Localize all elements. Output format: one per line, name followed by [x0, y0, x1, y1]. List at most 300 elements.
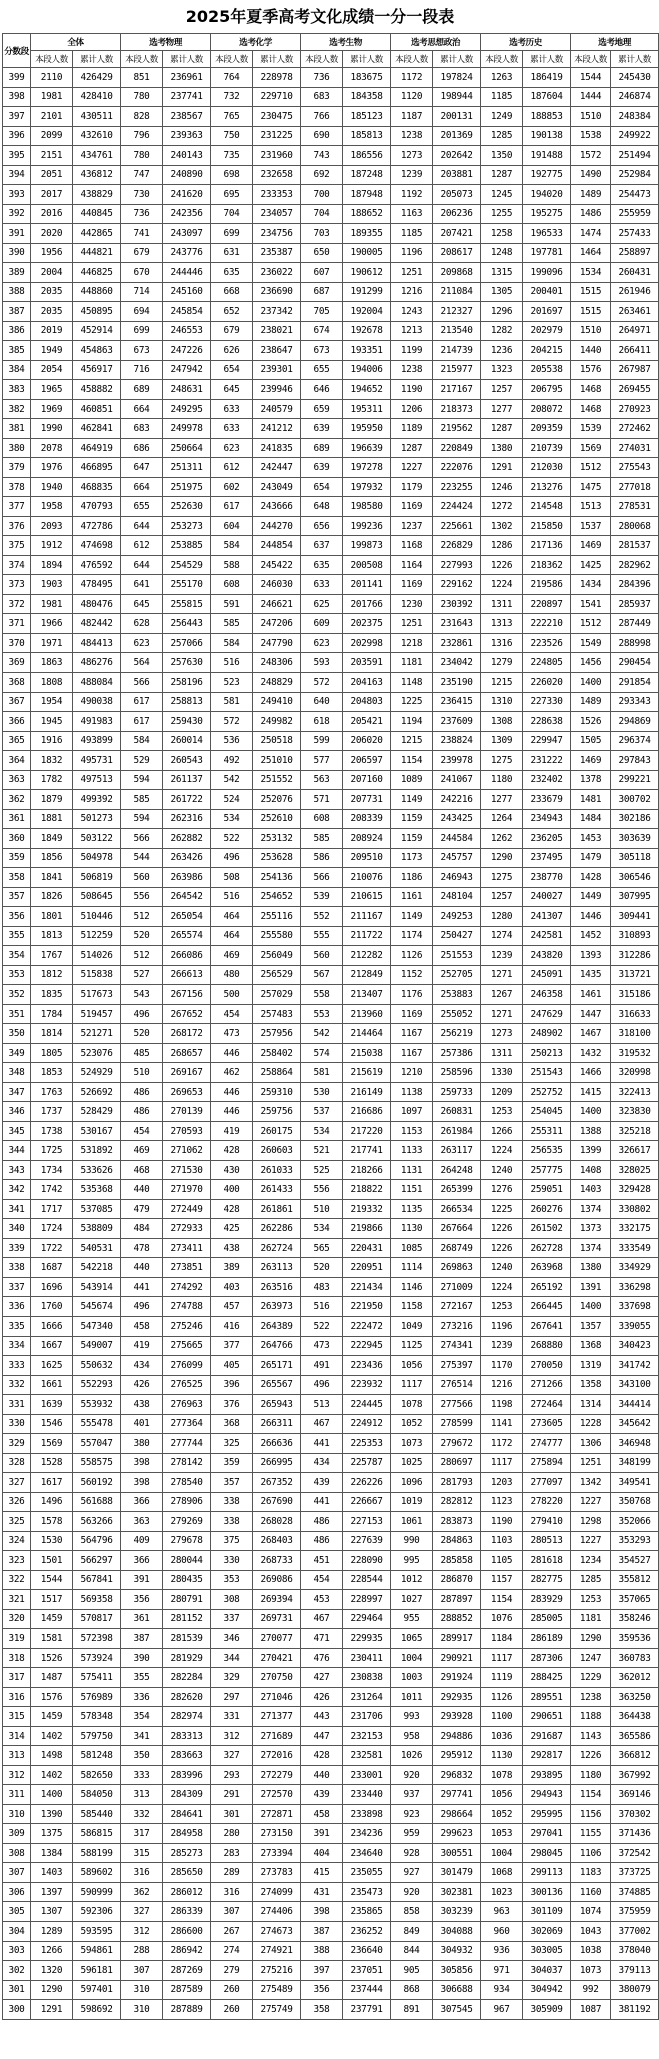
segment-count-cell: 520: [301, 1258, 343, 1278]
cumulative-count-cell: 306546: [611, 868, 659, 888]
score-cell: 387: [3, 302, 31, 322]
segment-count-cell: 584: [121, 731, 163, 751]
segment-count-cell: 438: [211, 1238, 253, 1258]
cumulative-count-cell: 263968: [523, 1258, 571, 1278]
segment-count-cell: 469: [121, 1141, 163, 1161]
segment-count-cell: 1253: [481, 1102, 523, 1122]
cumulative-count-cell: 519457: [73, 1004, 121, 1024]
cumulative-count-cell: 281618: [523, 1551, 571, 1571]
segment-count-cell: 492: [211, 751, 253, 771]
segment-count-cell: 689: [301, 438, 343, 458]
cumulative-count-cell: 243049: [253, 477, 301, 497]
cumulative-count-cell: 285937: [611, 594, 659, 614]
segment-count-cell: 750: [211, 126, 253, 146]
segment-count-cell: 1475: [571, 477, 611, 497]
cumulative-count-cell: 227639: [343, 1531, 391, 1551]
cumulative-count-cell: 273150: [253, 1824, 301, 1844]
cumulative-count-cell: 210076: [343, 868, 391, 888]
segment-count-cell: 1274: [481, 926, 523, 946]
cumulative-count-cell: 466895: [73, 458, 121, 478]
cumulative-count-cell: 474698: [73, 536, 121, 556]
cumulative-count-cell: 285858: [433, 1551, 481, 1571]
table-row: [3, 1453, 659, 1473]
score-cell: 376: [3, 516, 31, 536]
segment-count-cell: 1403: [571, 1180, 611, 1200]
segment-count-cell: 464: [211, 926, 253, 946]
segment-count-cell: 923: [391, 1804, 433, 1824]
cumulative-count-cell: 223436: [343, 1356, 391, 1376]
cumulative-count-cell: 531892: [73, 1141, 121, 1161]
segment-count-cell: 703: [301, 224, 343, 244]
segment-count-cell: 1805: [31, 1043, 73, 1063]
table-row: [3, 1063, 659, 1083]
cumulative-count-cell: 258402: [253, 1043, 301, 1063]
cumulative-count-cell: 280791: [163, 1590, 211, 1610]
cumulative-count-cell: 486276: [73, 653, 121, 673]
group-header: 选考历史: [481, 34, 571, 51]
segment-count-cell: 730: [121, 185, 163, 205]
cumulative-count-cell: 260431: [611, 263, 659, 283]
cumulative-count-cell: 237444: [343, 1980, 391, 2000]
cumulative-count-cell: 222076: [433, 458, 481, 478]
segment-count-cell: 520: [121, 1024, 163, 1044]
score-cell: 304: [3, 1921, 31, 1941]
segment-count-cell: 1812: [31, 965, 73, 985]
cumulative-count-cell: 258897: [611, 243, 659, 263]
segment-count-cell: 279: [211, 1961, 253, 1981]
segment-count-cell: 542: [301, 1024, 343, 1044]
cumulative-count-cell: 256535: [523, 1141, 571, 1161]
segment-count-cell: 1253: [571, 1590, 611, 1610]
cumulative-count-cell: 309441: [611, 907, 659, 927]
segment-count-cell: 1287: [481, 165, 523, 185]
cumulative-count-cell: 221434: [343, 1277, 391, 1297]
cumulative-count-cell: 340423: [611, 1336, 659, 1356]
cumulative-count-cell: 434761: [73, 146, 121, 166]
cumulative-count-cell: 242356: [163, 204, 211, 224]
group-header: 选考物理: [121, 34, 211, 51]
cumulative-count-cell: 381192: [611, 2000, 659, 2020]
segment-count-cell: 647: [121, 458, 163, 478]
score-cell: 368: [3, 672, 31, 692]
segment-count-cell: 1172: [481, 1434, 523, 1454]
segment-count-cell: 480: [211, 965, 253, 985]
segment-count-cell: 577: [301, 751, 343, 771]
cumulative-count-cell: 237495: [523, 848, 571, 868]
table-row: [3, 224, 659, 244]
segment-count-cell: 1282: [481, 321, 523, 341]
segment-count-cell: 558: [301, 985, 343, 1005]
segment-count-cell: 1276: [481, 1180, 523, 1200]
cumulative-count-cell: 263426: [163, 848, 211, 868]
segment-count-cell: 1549: [571, 633, 611, 653]
cumulative-count-cell: 197824: [433, 68, 481, 88]
cumulative-count-cell: 192678: [343, 321, 391, 341]
cumulative-count-cell: 325218: [611, 1121, 659, 1141]
cumulative-count-cell: 262882: [163, 829, 211, 849]
cumulative-count-cell: 305909: [523, 2000, 571, 2020]
score-cell: 350: [3, 1024, 31, 1044]
cumulative-count-cell: 504978: [73, 848, 121, 868]
segment-count-cell: 338: [211, 1492, 253, 1512]
cumulative-count-cell: 236205: [523, 829, 571, 849]
segment-count-cell: 1038: [571, 1941, 611, 1961]
segment-count-cell: 479: [121, 1199, 163, 1219]
segment-count-cell: 428: [301, 1746, 343, 1766]
cumulative-count-cell: 495731: [73, 751, 121, 771]
cumulative-count-cell: 276963: [163, 1395, 211, 1415]
cumulative-count-cell: 191488: [523, 146, 571, 166]
segment-count-cell: 1227: [391, 458, 433, 478]
score-cell: 373: [3, 575, 31, 595]
table-row: [3, 399, 659, 419]
score-cell: 398: [3, 87, 31, 107]
cumulative-count-cell: 269455: [611, 380, 659, 400]
segment-count-cell: 1025: [391, 1453, 433, 1473]
table-row: [3, 1824, 659, 1844]
segment-count-cell: 655: [301, 360, 343, 380]
score-cell: 307: [3, 1863, 31, 1883]
cumulative-count-cell: 235387: [253, 243, 301, 263]
cumulative-count-cell: 538809: [73, 1219, 121, 1239]
segment-count-cell: 1316: [481, 633, 523, 653]
segment-count-cell: 625: [301, 594, 343, 614]
cumulative-count-cell: 235190: [433, 672, 481, 692]
cumulative-count-cell: 378040: [611, 1941, 659, 1961]
cumulative-count-cell: 380079: [611, 1980, 659, 2000]
segment-count-header: 本段人数: [391, 51, 433, 68]
cumulative-count-cell: 344414: [611, 1395, 659, 1415]
segment-count-cell: 1085: [391, 1238, 433, 1258]
segment-count-cell: 1444: [571, 87, 611, 107]
cumulative-count-cell: 207421: [433, 224, 481, 244]
segment-count-cell: 478: [121, 1238, 163, 1258]
segment-count-cell: 1965: [31, 380, 73, 400]
segment-count-cell: 357: [211, 1473, 253, 1493]
cumulative-count-cell: 253883: [433, 985, 481, 1005]
segment-count-cell: 368: [211, 1414, 253, 1434]
segment-count-cell: 1380: [481, 438, 523, 458]
score-cell: 324: [3, 1531, 31, 1551]
cumulative-count-cell: 281793: [433, 1473, 481, 1493]
cumulative-count-cell: 201141: [343, 575, 391, 595]
cumulative-count-cell: 274406: [253, 1902, 301, 1922]
cumulative-count-cell: 234042: [433, 653, 481, 673]
cumulative-count-cell: 579750: [73, 1726, 121, 1746]
cumulative-count-cell: 243820: [523, 946, 571, 966]
cumulative-count-cell: 248829: [253, 672, 301, 692]
cumulative-count-cell: 230475: [253, 107, 301, 127]
segment-count-cell: 628: [121, 614, 163, 634]
cumulative-count-cell: 229162: [433, 575, 481, 595]
segment-count-cell: 1159: [391, 809, 433, 829]
cumulative-count-cell: 225787: [343, 1453, 391, 1473]
table-row: [3, 1512, 659, 1532]
segment-count-cell: 645: [121, 594, 163, 614]
cumulative-count-cell: 194006: [343, 360, 391, 380]
segment-count-cell: 1949: [31, 341, 73, 361]
segment-count-cell: 594: [121, 809, 163, 829]
segment-count-cell: 572: [211, 712, 253, 732]
segment-count-cell: 1240: [481, 1160, 523, 1180]
segment-count-cell: 1617: [31, 1473, 73, 1493]
cumulative-count-cell: 217220: [343, 1121, 391, 1141]
segment-count-cell: 1916: [31, 731, 73, 751]
segment-count-cell: 1505: [571, 731, 611, 751]
segment-count-cell: 1894: [31, 555, 73, 575]
cumulative-count-cell: 246621: [253, 594, 301, 614]
cumulative-count-cell: 268733: [253, 1551, 301, 1571]
segment-count-cell: 641: [121, 575, 163, 595]
cumulative-count-cell: 456917: [73, 360, 121, 380]
cumulative-count-cell: 493899: [73, 731, 121, 751]
cumulative-count-cell: 229947: [523, 731, 571, 751]
cumulative-count-cell: 300136: [523, 1882, 571, 1902]
table-row: [3, 1043, 659, 1063]
cumulative-count-cell: 260831: [433, 1102, 481, 1122]
segment-count-cell: 358: [301, 2000, 343, 2020]
cumulative-count-cell: 247226: [163, 341, 211, 361]
score-cell: 353: [3, 965, 31, 985]
cumulative-count-cell: 575411: [73, 1668, 121, 1688]
segment-count-cell: 556: [121, 887, 163, 907]
segment-count-cell: 543: [121, 985, 163, 1005]
segment-count-cell: 670: [121, 263, 163, 283]
cumulative-count-cell: 233353: [253, 185, 301, 205]
segment-count-cell: 1466: [571, 1063, 611, 1083]
score-cell: 349: [3, 1043, 31, 1063]
cumulative-count-cell: 271009: [433, 1277, 481, 1297]
segment-count-cell: 446: [211, 1082, 253, 1102]
cumulative-count-header: 累计人数: [433, 51, 481, 68]
segment-count-cell: 1257: [481, 380, 523, 400]
score-cell: 369: [3, 653, 31, 673]
segment-count-cell: 1198: [481, 1395, 523, 1415]
cumulative-count-cell: 282284: [163, 1668, 211, 1688]
score-cell: 335: [3, 1317, 31, 1337]
score-cell: 391: [3, 224, 31, 244]
score-cell: 319: [3, 1629, 31, 1649]
table-row: [3, 1980, 659, 2000]
segment-count-cell: 1808: [31, 672, 73, 692]
segment-count-cell: 1302: [481, 516, 523, 536]
score-cell: 359: [3, 848, 31, 868]
segment-count-cell: 1243: [391, 302, 433, 322]
cumulative-count-cell: 274777: [523, 1434, 571, 1454]
cumulative-count-cell: 284309: [163, 1785, 211, 1805]
cumulative-count-cell: 265567: [253, 1375, 301, 1395]
cumulative-count-cell: 269086: [253, 1570, 301, 1590]
table-row: [3, 790, 659, 810]
segment-count-cell: 556: [301, 1180, 343, 1200]
segment-count-cell: 327: [121, 1902, 163, 1922]
cumulative-count-cell: 458882: [73, 380, 121, 400]
score-cell: 365: [3, 731, 31, 751]
segment-count-cell: 1814: [31, 1024, 73, 1044]
segment-count-cell: 668: [211, 282, 253, 302]
segment-count-cell: 1397: [31, 1882, 73, 1902]
cumulative-count-cell: 235865: [343, 1902, 391, 1922]
segment-count-header: 本段人数: [481, 51, 523, 68]
cumulative-count-cell: 297843: [611, 751, 659, 771]
cumulative-count-cell: 372542: [611, 1843, 659, 1863]
segment-count-cell: 581: [211, 692, 253, 712]
cumulative-count-cell: 200508: [343, 555, 391, 575]
segment-count-cell: 1512: [571, 614, 611, 634]
cumulative-count-cell: 281152: [163, 1609, 211, 1629]
cumulative-count-cell: 271530: [163, 1160, 211, 1180]
score-cell: 396: [3, 126, 31, 146]
cumulative-count-cell: 282775: [523, 1570, 571, 1590]
cumulative-count-cell: 232402: [523, 770, 571, 790]
segment-count-cell: 687: [301, 282, 343, 302]
cumulative-count-cell: 586815: [73, 1824, 121, 1844]
segment-count-cell: 1510: [571, 107, 611, 127]
cumulative-count-cell: 526692: [73, 1082, 121, 1102]
table-row: [3, 87, 659, 107]
cumulative-count-cell: 254473: [611, 185, 659, 205]
cumulative-count-cell: 274292: [163, 1277, 211, 1297]
segment-count-cell: 1114: [391, 1258, 433, 1278]
cumulative-count-cell: 251543: [523, 1063, 571, 1083]
score-cell: 344: [3, 1141, 31, 1161]
table-row: [3, 751, 659, 771]
segment-count-cell: 1226: [481, 555, 523, 575]
cumulative-count-cell: 242447: [253, 458, 301, 478]
cumulative-count-cell: 262286: [253, 1219, 301, 1239]
cumulative-count-cell: 584050: [73, 1785, 121, 1805]
cumulative-count-cell: 365586: [611, 1726, 659, 1746]
cumulative-count-cell: 540531: [73, 1238, 121, 1258]
cumulative-count-cell: 281537: [611, 536, 659, 556]
segment-count-cell: 1275: [481, 751, 523, 771]
cumulative-count-cell: 251975: [163, 477, 211, 497]
cumulative-count-cell: 219586: [523, 575, 571, 595]
segment-count-cell: 640: [301, 692, 343, 712]
cumulative-count-cell: 436812: [73, 165, 121, 185]
segment-count-cell: 1358: [571, 1375, 611, 1395]
segment-count-cell: 280: [211, 1824, 253, 1844]
segment-count-cell: 1408: [571, 1160, 611, 1180]
segment-count-cell: 959: [391, 1824, 433, 1844]
segment-count-cell: 1206: [391, 399, 433, 419]
cumulative-count-cell: 288425: [523, 1668, 571, 1688]
segment-count-cell: 1468: [571, 399, 611, 419]
cumulative-count-cell: 243776: [163, 243, 211, 263]
segment-count-cell: 1257: [481, 887, 523, 907]
segment-count-cell: 1449: [571, 887, 611, 907]
segment-count-cell: 325: [211, 1434, 253, 1454]
segment-count-cell: 927: [391, 1863, 433, 1883]
segment-count-cell: 585: [121, 790, 163, 810]
cumulative-count-cell: 286339: [163, 1902, 211, 1922]
cumulative-count-cell: 333549: [611, 1238, 659, 1258]
segment-count-cell: 1966: [31, 614, 73, 634]
cumulative-count-cell: 270421: [253, 1648, 301, 1668]
cumulative-count-cell: 288852: [433, 1609, 481, 1629]
cumulative-count-cell: 199096: [523, 263, 571, 283]
segment-count-cell: 1572: [571, 146, 611, 166]
cumulative-count-cell: 241620: [163, 185, 211, 205]
segment-count-cell: 1380: [571, 1258, 611, 1278]
segment-count-cell: 1133: [391, 1141, 433, 1161]
segment-count-cell: 1065: [391, 1629, 433, 1649]
segment-count-cell: 1186: [391, 868, 433, 888]
segment-count-cell: 1801: [31, 907, 73, 927]
cumulative-count-cell: 246030: [253, 575, 301, 595]
segment-count-cell: 1184: [481, 1629, 523, 1649]
table-row: [3, 1317, 659, 1337]
segment-count-cell: 891: [391, 2000, 433, 2020]
segment-count-cell: 1490: [571, 165, 611, 185]
segment-count-cell: 522: [301, 1317, 343, 1337]
cumulative-count-cell: 596181: [73, 1961, 121, 1981]
segment-count-cell: 1717: [31, 1199, 73, 1219]
cumulative-count-cell: 292935: [433, 1687, 481, 1707]
score-cell: 385: [3, 341, 31, 361]
segment-count-cell: 1687: [31, 1258, 73, 1278]
segment-count-cell: 1159: [391, 829, 433, 849]
cumulative-count-cell: 219332: [343, 1199, 391, 1219]
segment-count-cell: 510: [121, 1063, 163, 1083]
segment-count-cell: 849: [391, 1921, 433, 1941]
segment-count-cell: 496: [121, 1004, 163, 1024]
cumulative-count-cell: 226829: [433, 536, 481, 556]
cumulative-count-cell: 203591: [343, 653, 391, 673]
segment-count-cell: 1151: [391, 1180, 433, 1200]
cumulative-count-cell: 444821: [73, 243, 121, 263]
segment-count-cell: 1510: [571, 321, 611, 341]
cumulative-count-cell: 228978: [253, 68, 301, 88]
segment-count-cell: 690: [301, 126, 343, 146]
cumulative-count-cell: 265171: [253, 1356, 301, 1376]
cumulative-count-cell: 231706: [343, 1707, 391, 1727]
segment-count-cell: 1253: [481, 1297, 523, 1317]
segment-count-cell: 307: [211, 1902, 253, 1922]
cumulative-count-cell: 360783: [611, 1648, 659, 1668]
cumulative-count-cell: 257029: [253, 985, 301, 1005]
cumulative-count-cell: 279678: [163, 1531, 211, 1551]
cumulative-count-cell: 204803: [343, 692, 391, 712]
cumulative-count-cell: 514026: [73, 946, 121, 966]
cumulative-count-cell: 306688: [433, 1980, 481, 2000]
table-row: [3, 614, 659, 634]
segment-count-cell: 1149: [391, 907, 433, 927]
segment-count-cell: 1251: [391, 614, 433, 634]
segment-count-cell: 679: [121, 243, 163, 263]
cumulative-count-cell: 291687: [523, 1726, 571, 1746]
cumulative-count-cell: 280044: [163, 1551, 211, 1571]
segment-count-cell: 645: [211, 380, 253, 400]
segment-count-cell: 400: [211, 1180, 253, 1200]
segment-count-cell: 462: [211, 1063, 253, 1083]
segment-count-cell: 581: [301, 1063, 343, 1083]
table-row: [3, 887, 659, 907]
cumulative-count-cell: 273394: [253, 1843, 301, 1863]
segment-count-cell: 1004: [391, 1648, 433, 1668]
segment-count-cell: 736: [121, 204, 163, 224]
segment-count-cell: 409: [121, 1531, 163, 1551]
segment-count-cell: 633: [301, 575, 343, 595]
table-row: [3, 1395, 659, 1415]
segment-count-cell: 593: [301, 653, 343, 673]
cumulative-count-cell: 553932: [73, 1395, 121, 1415]
cumulative-count-cell: 349541: [611, 1473, 659, 1493]
segment-count-cell: 2004: [31, 263, 73, 283]
cumulative-count-cell: 238567: [163, 107, 211, 127]
table-row: [3, 1726, 659, 1746]
cumulative-count-cell: 472786: [73, 516, 121, 536]
